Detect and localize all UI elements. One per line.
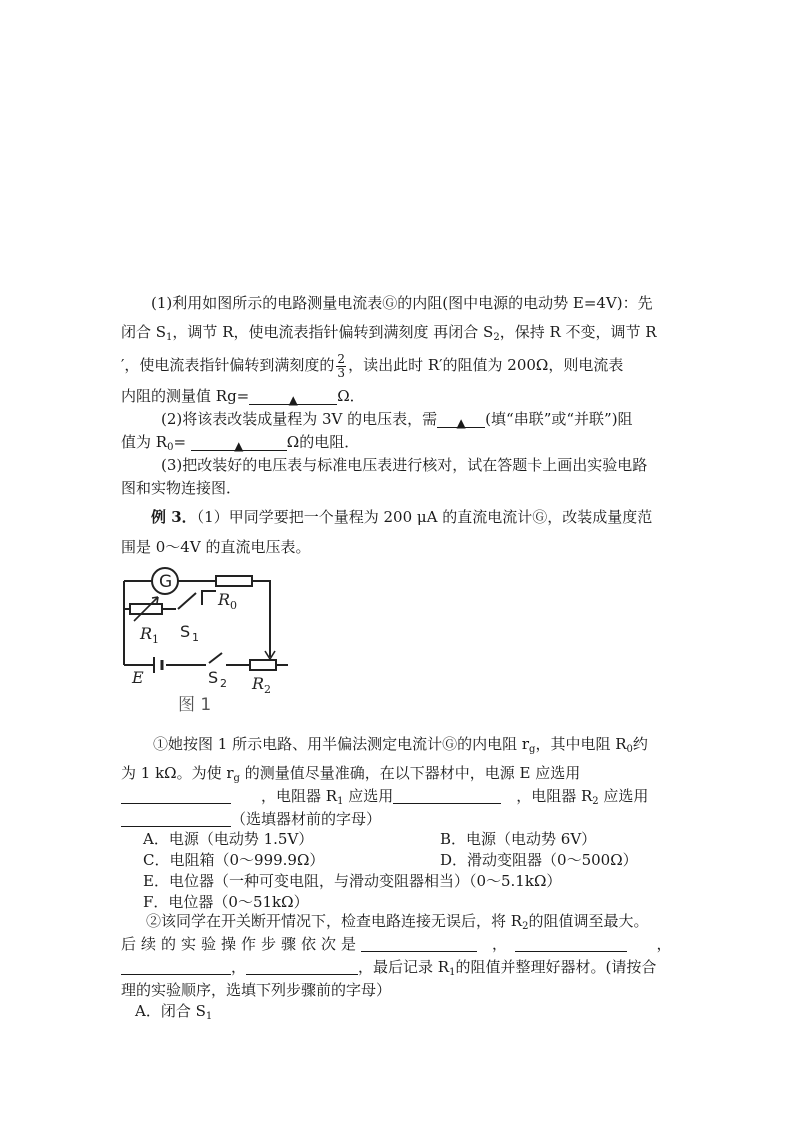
switch-s2-blade <box>209 653 222 663</box>
wire-top-right <box>252 581 270 635</box>
text: （选填器材前的字母） <box>231 810 382 828</box>
text: (2)将该表改装成量程为 3V 的电压表，需 <box>161 410 438 428</box>
text: Ω的电阻． <box>286 433 360 451</box>
text: 为 1 kΩ。为使 r <box>121 764 234 782</box>
example-label: 例 3． <box>151 508 197 526</box>
text: A．电源（电动势 1.5V） <box>143 830 314 848</box>
text: ，最后记录 R <box>358 958 450 976</box>
q2-line2 <box>121 933 674 955</box>
text: (填“串联”或“并联”)阻 <box>485 410 633 428</box>
text: 围是 0～4V 的直流电压表。 <box>121 538 311 556</box>
text: ′，使电流表指针偏转到满刻度的 <box>121 356 335 374</box>
text: ①她按图 1 所示电路、用半偏法测定电流计Ⓖ的内电阻 r <box>153 735 530 753</box>
text: ， <box>656 935 672 953</box>
option-a <box>143 828 423 850</box>
galvanometer-label: G <box>159 572 173 592</box>
para1-line4 <box>121 385 674 407</box>
subscript: g <box>233 773 240 784</box>
q1-line3 <box>121 785 674 807</box>
fraction-denominator: 3 <box>337 365 346 380</box>
option-b <box>440 828 674 850</box>
text: ，其中电阻 R <box>535 735 627 753</box>
text: 内阻的测量值 Rg= <box>121 387 250 405</box>
para2-line1 <box>121 408 674 430</box>
subscript: 2 <box>522 921 529 932</box>
text: 应选用 <box>598 787 649 805</box>
s2-label: S <box>208 668 219 687</box>
switch-s1-blade <box>178 593 196 609</box>
answer-blank-e[interactable] <box>121 787 231 804</box>
r1-label: R <box>140 624 153 643</box>
subscript: 2 <box>592 796 599 807</box>
answer-blank-rg[interactable] <box>249 388 337 405</box>
para3-line2 <box>121 477 674 499</box>
fraction <box>336 353 346 380</box>
figure-caption: 图 1 <box>178 695 212 715</box>
option-d <box>440 849 674 871</box>
text: ，读出此时 R′的阻值为 200Ω，则电流表 <box>348 356 624 374</box>
text: ，保持 R 不变，调节 R <box>499 323 657 341</box>
answer-blank-r1[interactable] <box>393 787 501 804</box>
subscript: 1 <box>337 796 344 807</box>
r2-label: R <box>252 674 265 693</box>
answer-blank-connection[interactable] <box>437 411 485 428</box>
r2-subscript: 2 <box>264 683 271 696</box>
circuit-figure <box>118 565 293 715</box>
q1-line4 <box>121 808 674 830</box>
text: F．电位器（0～51kΩ） <box>143 893 309 911</box>
text: 理的实验顺序，选填下列步骤前的字母） <box>121 981 392 999</box>
text: ②该同学在开关断开情况下，检查电路连接无误后，将 R <box>146 912 523 930</box>
s1-label: S <box>180 622 191 641</box>
answer-blank-r2[interactable] <box>121 810 231 827</box>
q2-line1 <box>121 910 674 932</box>
text: （1）甲同学要把一个量程为 200 μA 的直流电流计Ⓖ，改装成量度范 <box>196 508 653 526</box>
option-e <box>143 870 673 892</box>
subscript: 0 <box>167 442 174 453</box>
s1-subscript: 1 <box>192 631 199 644</box>
example3-line1 <box>121 506 674 528</box>
text: 约 <box>632 735 648 753</box>
triangle-marker: ▲ <box>456 416 466 430</box>
text: ，调节 R，使电流表指针偏转到满刻度 再闭合 S <box>172 323 494 341</box>
fraction-numerator: 2 <box>337 351 346 366</box>
answer-blank-step2[interactable] <box>515 935 627 952</box>
subscript: 0 <box>626 744 633 755</box>
para3-line1 <box>121 454 674 476</box>
para1-line2 <box>121 321 674 343</box>
text: = <box>173 433 187 451</box>
s2-subscript: 2 <box>220 677 227 690</box>
subscript: 2 <box>493 332 500 343</box>
subscript: 1 <box>205 1011 213 1022</box>
text: E．电位器（一种可变电阻，与滑动变阻器相当）（0～5.1kΩ） <box>143 872 562 890</box>
text: 的阻值调至最大。 <box>528 912 649 930</box>
text: 值为 R <box>121 433 168 451</box>
text: A．闭合 S <box>135 1002 206 1020</box>
answer-blank-r0[interactable] <box>191 434 287 451</box>
r0-label: R <box>218 590 231 609</box>
resistor-r2 <box>250 660 276 670</box>
text: 后续的实验操作步骤依次是 <box>121 935 362 953</box>
answer-blank-step4[interactable] <box>246 958 358 975</box>
subscript: g <box>529 744 536 755</box>
text: 的测量值尽量准确，在以下器材中，电源 E 应选用 <box>239 764 581 782</box>
q2-line3 <box>121 956 674 978</box>
battery-label: E <box>132 668 144 687</box>
para1-line1 <box>121 292 674 314</box>
text: 应选用 <box>343 787 394 805</box>
example3-line2 <box>121 536 674 558</box>
text: 图和实物连接图． <box>121 479 242 497</box>
option-c <box>143 849 423 871</box>
text: 的阻值并整理好器材。(请按合 <box>455 958 657 976</box>
text: B．电源（电动势 6V） <box>440 830 597 848</box>
text: (1)利用如图所示的电路测量电流表Ⓖ的内阻(图中电源的电动势 E=4V)：先 <box>151 294 653 312</box>
q2-line4 <box>121 979 674 1001</box>
para1-line3 <box>121 350 674 380</box>
wire-s1-right <box>202 591 216 605</box>
subscript: 1 <box>166 332 173 343</box>
para2-line2 <box>121 431 674 453</box>
triangle-marker: ▲ <box>288 393 298 407</box>
text: ，电阻器 R <box>516 787 593 805</box>
r0-subscript: 0 <box>230 599 237 612</box>
text: D．滑动变阻器（0～500Ω） <box>440 851 638 869</box>
text: C．电阻箱（0～999.9Ω） <box>143 851 325 869</box>
subscript: 1 <box>449 967 456 978</box>
q1-line2 <box>121 762 674 784</box>
step-a <box>135 1000 688 1022</box>
text: ，电阻器 R <box>261 787 338 805</box>
triangle-marker: ▲ <box>234 439 244 453</box>
answer-blank-step3[interactable] <box>121 958 231 975</box>
text: Ω． <box>337 387 365 405</box>
answer-blank-step1[interactable] <box>361 935 477 952</box>
resistor-r0 <box>216 576 252 586</box>
text: (3)把改装好的电压表与标准电压表进行核对，试在答题卡上画出实验电路 <box>161 456 648 474</box>
text: ， <box>231 958 247 976</box>
q1-line1 <box>121 733 674 755</box>
text: ， <box>492 935 508 953</box>
text: 闭合 S <box>121 323 167 341</box>
r1-subscript: 1 <box>152 633 159 646</box>
